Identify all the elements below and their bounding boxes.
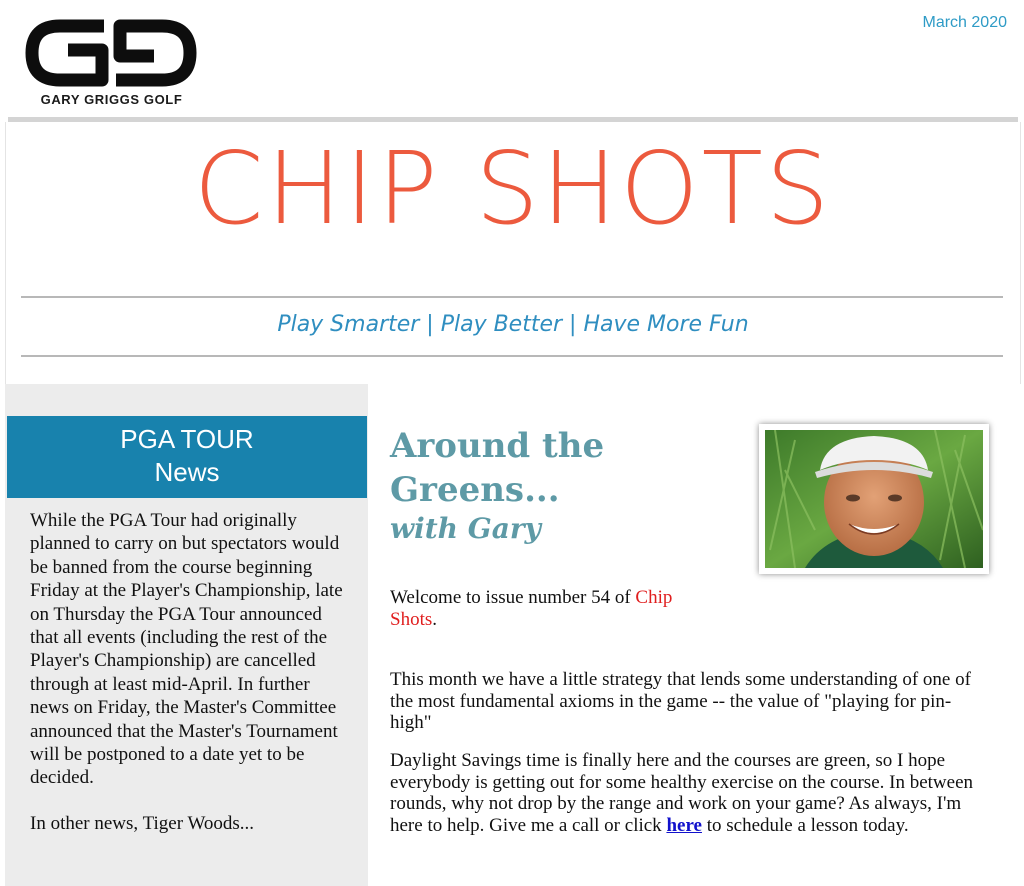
chip-shots-highlight: Chip Shots — [390, 587, 673, 630]
banner-bottom-rule — [21, 355, 1003, 357]
sidebar-heading-line1: PGA TOUR — [120, 424, 254, 454]
sidebar-pga-news — [5, 384, 368, 886]
welcome-suffix: . — [432, 608, 437, 630]
sidebar-heading — [7, 416, 367, 498]
gg-logo-icon — [24, 16, 199, 91]
sidebar-paragraph: While the PGA Tour had originally planned to carry on but spectators would be banned from the course beginning Friday at the Player's Championship, late on Thursday the PGA Tour announced that all events (including the rest of the Player's Championship) are cancelled through at least mid-April. In further news on Friday, the Master's Committee announced that the Master's Tournament will be postponed to a date yet to be decided. — [30, 510, 343, 789]
issue-date: March 2020 — [922, 14, 1007, 31]
gary-griggs-golf-logo[interactable] — [24, 16, 199, 111]
daylight-text: Daylight Savings time is finally here and the courses are green, so I hope everybody is getting out for some healthy exercise on the course. In between rounds, why not drop by the range and work on your game? As always, I'm here to help. Give me a call or click — [390, 750, 974, 836]
section-subtitle: with Gary — [390, 512, 541, 545]
section-title: Around the Greens... — [390, 426, 605, 510]
newsletter-banner — [5, 122, 1021, 384]
gary-portrait-photo — [759, 424, 989, 574]
main-content — [368, 384, 1019, 886]
daylight-paragraph — [390, 750, 990, 836]
sidebar-body — [30, 509, 348, 857]
portrait-image — [765, 430, 983, 568]
newsletter-tagline: Play Smarter | Play Better | Have More Fun — [277, 312, 749, 337]
schedule-lesson-link[interactable]: here — [666, 814, 702, 836]
strategy-paragraph: This month we have a little strategy that lends some understanding of one of the most fundamental axioms in the game -- the value of "playing for pin-high" — [390, 669, 971, 733]
logo-wordmark: GARY GRIGGS GOLF — [40, 92, 183, 107]
header — [0, 0, 1024, 118]
sidebar-paragraph-partial: In other news, Tiger Woods... — [30, 812, 255, 834]
sidebar-heading-line2: News — [154, 457, 220, 487]
banner-top-rule — [21, 296, 1003, 298]
welcome-paragraph — [390, 587, 720, 630]
newsletter-title: CHIP SHOTS — [193, 130, 833, 247]
welcome-text: Welcome to issue number 54 of — [390, 587, 636, 608]
daylight-suffix: to schedule a lesson today. — [701, 814, 909, 836]
